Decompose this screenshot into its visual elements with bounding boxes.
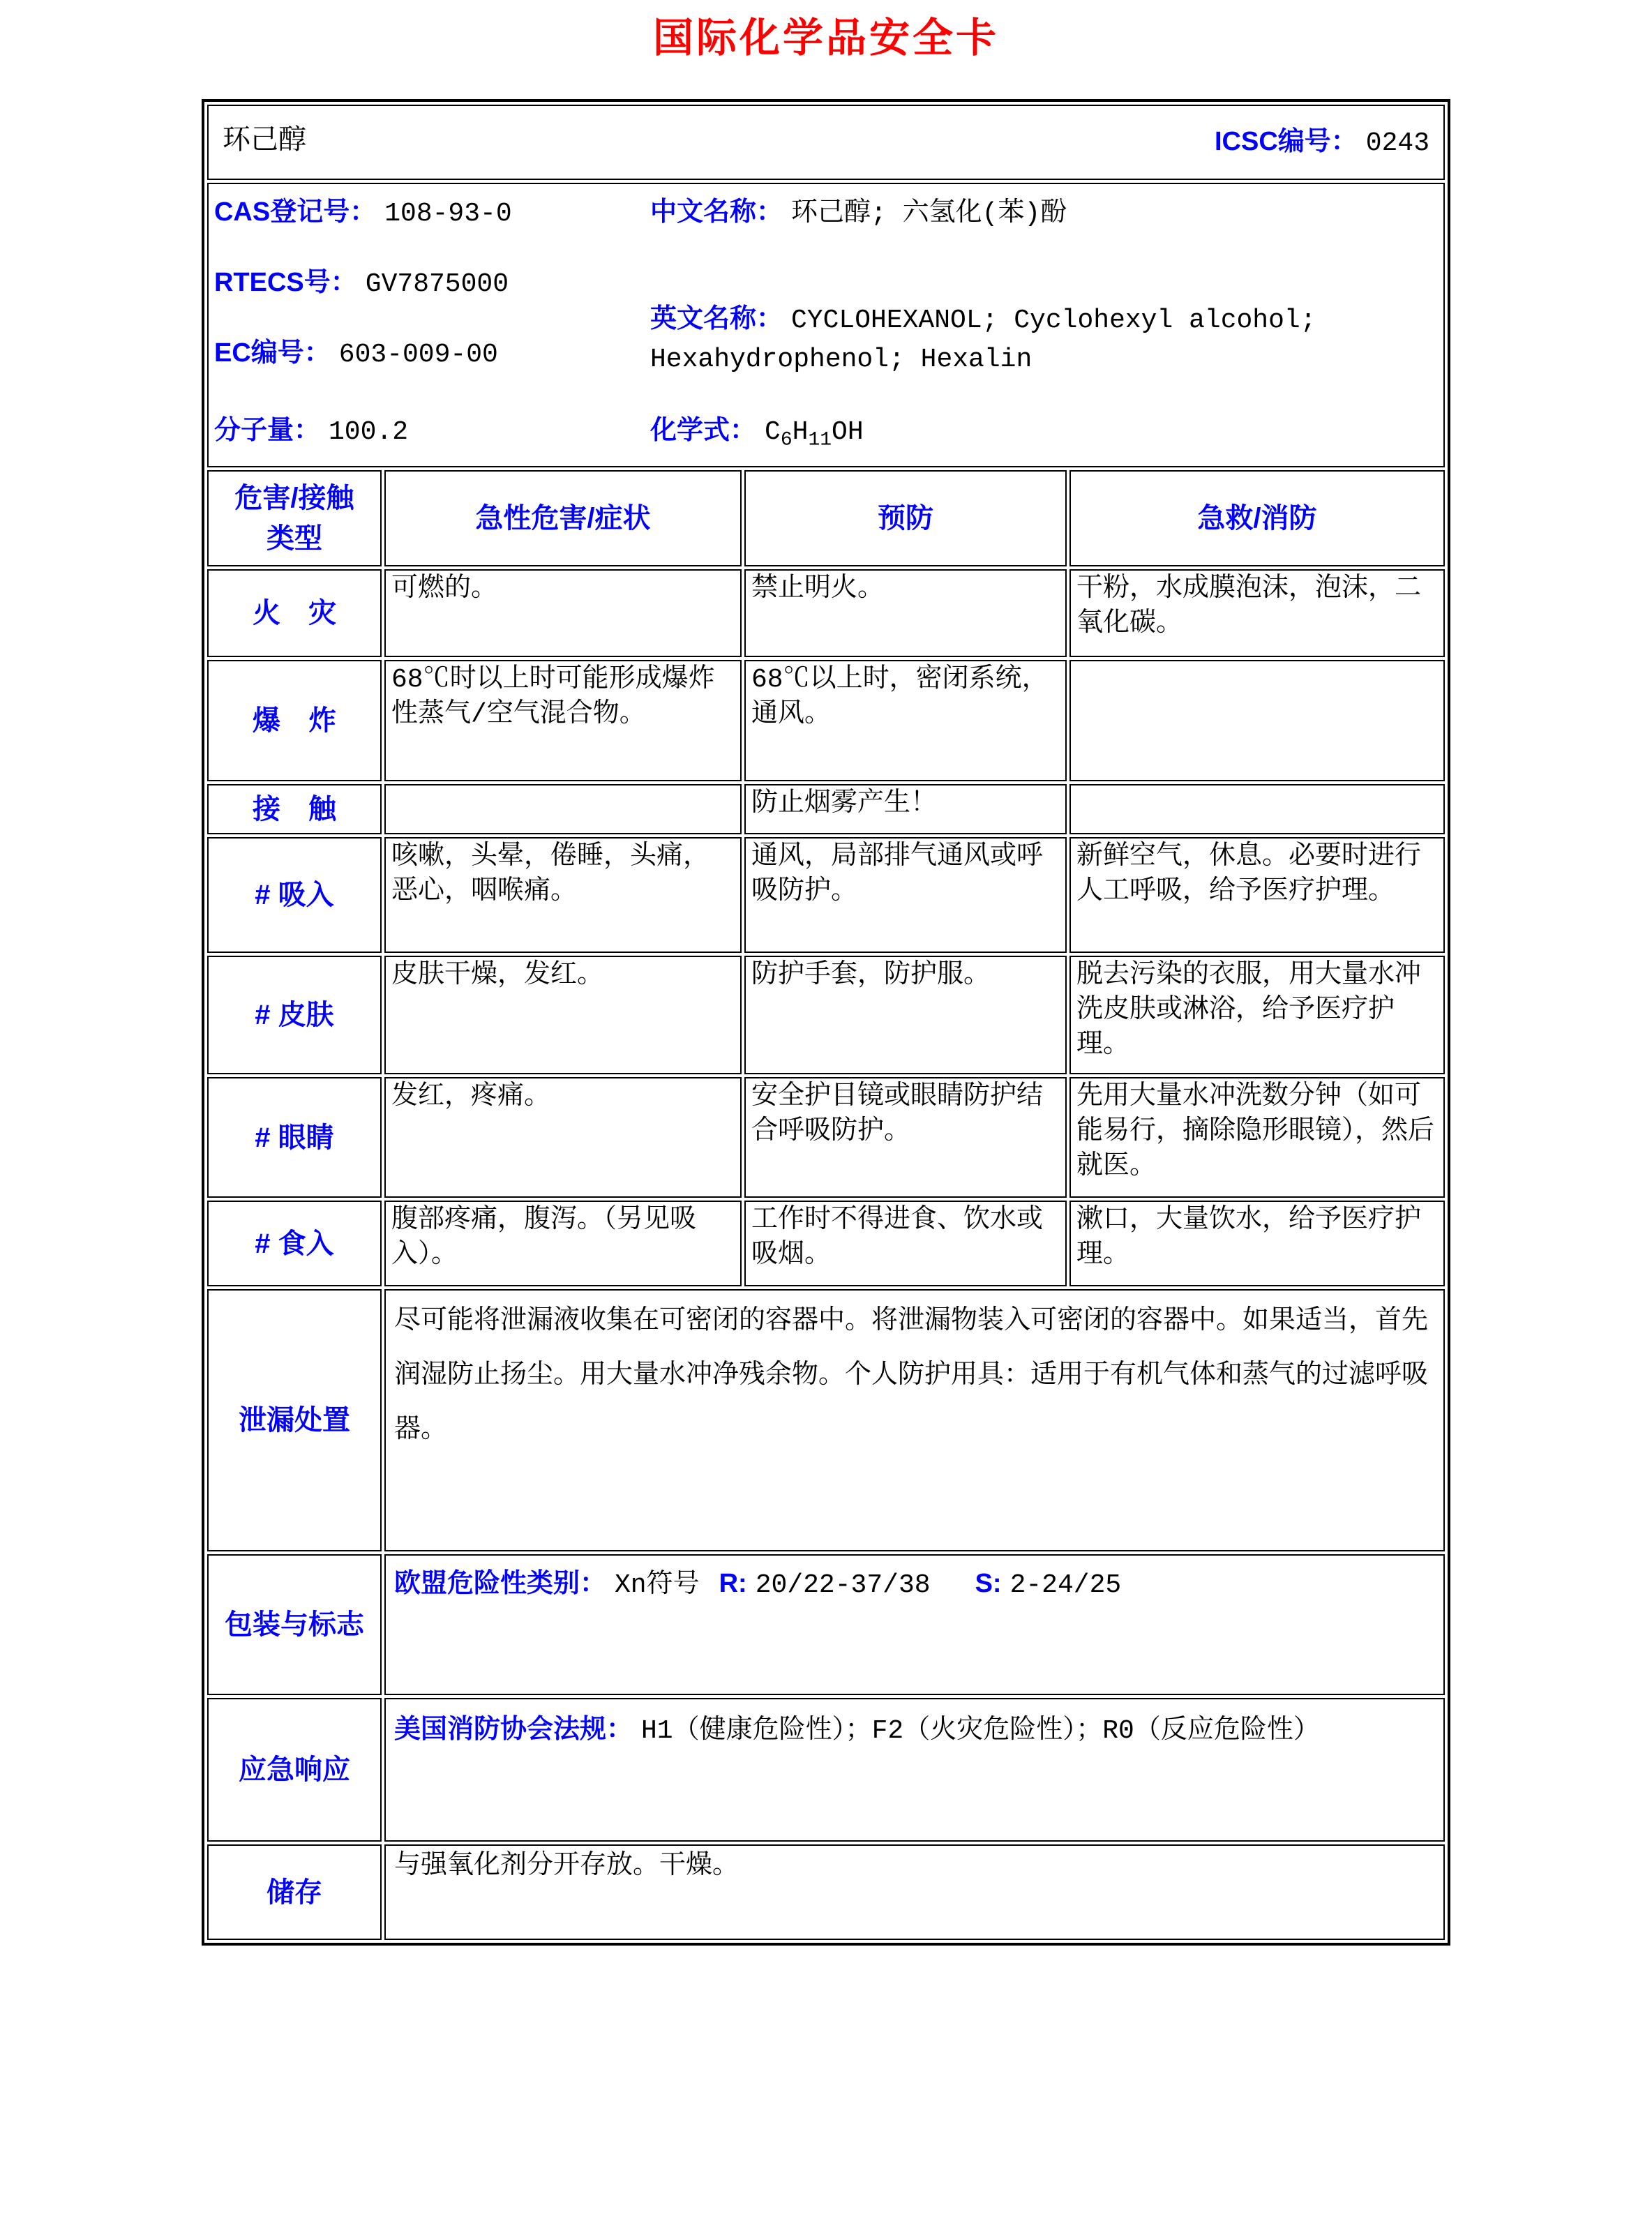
formula-label: 化学式： <box>649 416 756 445</box>
eu-hazard-class-label: 欧盟危险性类别： <box>393 1569 606 1598</box>
hazard-row-skin <box>207 956 1445 1074</box>
symptom-cell: 腹部疼痛，腹泻。（另见吸入）。 <box>384 1201 742 1286</box>
row-label-fire: 火 灾 <box>207 569 382 657</box>
rtecs-label: RTECS号： <box>213 268 357 297</box>
row-label-contact: 接 触 <box>207 784 382 834</box>
symptom-cell: 咳嗽，头晕，倦睡，头痛，恶心，咽喉痛。 <box>384 837 742 953</box>
firstaid-cell: 新鲜空气，休息。必要时进行人工呼吸，给予医疗护理。 <box>1069 837 1445 953</box>
row-label-spill: 泄漏处置 <box>207 1289 382 1551</box>
storage-row <box>207 1844 1445 1940</box>
hazard-row-inhalation <box>207 837 1445 953</box>
name-row <box>207 105 1445 180</box>
firstaid-cell: 干粉，水成膜泡沫，泡沫，二氧化碳。 <box>1069 569 1445 657</box>
storage-text: 与强氧化剂分开存放。干燥。 <box>384 1844 1445 1940</box>
identifiers-right-column <box>650 186 1438 462</box>
row-label-ingestion: # 食入 <box>207 1201 382 1286</box>
prevention-cell: 防止烟雾产生！ <box>744 784 1067 834</box>
english-name-label: 英文名称： <box>649 304 783 333</box>
spill-disposal-text: 尽可能将泄漏液收集在可密闭的容器中。将泄漏物装入可密闭的容器中。如果适当，首先润湿防止扬尘。用大量水冲净残余物。个人防护用具：适用于有机气体和蒸气的过滤呼吸器。 <box>384 1289 1445 1551</box>
row-label-response: 应急响应 <box>207 1698 382 1842</box>
cas-label: CAS登记号： <box>213 197 377 227</box>
prevention-cell: 68℃以上时，密闭系统，通风。 <box>744 660 1067 781</box>
symptom-cell: 可燃的。 <box>384 569 742 657</box>
row-label-inhalation: # 吸入 <box>207 837 382 953</box>
firstaid-header: 急救/消防 <box>1069 470 1445 566</box>
nfpa-label: 美国消防协会法规： <box>393 1715 633 1744</box>
icsc-number-label: ICSC编号： <box>1214 126 1358 156</box>
hazard-row-eyes <box>207 1077 1445 1198</box>
row-label-explosion: 爆 炸 <box>207 660 382 781</box>
firstaid-cell <box>1069 784 1445 834</box>
molecular-weight-label: 分子量： <box>213 416 320 445</box>
ec-label: EC编号： <box>213 338 331 368</box>
packaging-labeling-row <box>207 1554 1445 1695</box>
row-label-packaging: 包装与标志 <box>207 1554 382 1695</box>
prevention-cell: 工作时不得进食、饮水或吸烟。 <box>744 1201 1067 1286</box>
symptom-cell: 皮肤干燥，发红。 <box>384 956 742 1074</box>
row-label-eyes: # 眼睛 <box>207 1077 382 1198</box>
emergency-response-row <box>207 1698 1445 1842</box>
identifiers-cell <box>207 183 1445 467</box>
chemical-name: 环己醇 <box>222 126 306 158</box>
chemical-formula: $C_6H_{11}OH$ <box>765 417 864 451</box>
emergency-response-text <box>384 1698 1445 1842</box>
rtecs-value: GV7875000 <box>365 269 509 299</box>
symptom-cell: 发红，疼痛。 <box>384 1077 742 1198</box>
hazard-type-header: 危害/接触 类型 <box>207 470 382 566</box>
xn-symbol-text: Xn符号 <box>615 1570 700 1600</box>
s-phrases-label: S: <box>975 1569 1002 1598</box>
ec-value: 603-009-00 <box>338 340 498 370</box>
icsc-number-value: 0243 <box>1365 128 1429 158</box>
symptom-cell: 68℃时以上时可能形成爆炸性蒸气/空气混合物。 <box>384 660 742 781</box>
prevention-header: 预防 <box>744 470 1067 566</box>
prevention-cell: 安全护目镜或眼睛防护结合呼吸防护。 <box>744 1077 1067 1198</box>
firstaid-cell <box>1069 660 1445 781</box>
cas-value: 108-93-0 <box>384 199 512 229</box>
icsc-card-table <box>202 99 1450 1946</box>
row-label-skin: # 皮肤 <box>207 956 382 1074</box>
hazard-row-contact <box>207 784 1445 834</box>
prevention-cell: 防护手套，防护服。 <box>744 956 1067 1074</box>
prevention-cell: 禁止明火。 <box>744 569 1067 657</box>
firstaid-cell: 脱去污染的衣服，用大量水冲洗皮肤或淋浴，给予医疗护理。 <box>1069 956 1445 1074</box>
symptom-cell <box>384 784 742 834</box>
hazard-row-ingestion <box>207 1201 1445 1286</box>
r-phrases-label: R: <box>719 1569 747 1598</box>
prevention-cell: 通风，局部排气通风或呼吸防护。 <box>744 837 1067 953</box>
page-title: 国际化学品安全卡 <box>652 15 999 61</box>
firstaid-cell: 漱口，大量饮水，给予医疗护理。 <box>1069 1201 1445 1286</box>
hazard-row-fire <box>207 569 1445 657</box>
firstaid-cell: 先用大量水冲洗数分钟（如可能易行，摘除隐形眼镜），然后就医。 <box>1069 1077 1445 1198</box>
hazard-table-header-row <box>207 470 1445 566</box>
symptoms-header: 急性危害/症状 <box>384 470 742 566</box>
chinese-name-value: 环己醇; 六氢化(苯)酚 <box>791 199 1067 229</box>
name-cell <box>207 105 1445 180</box>
hazard-row-explosion <box>207 660 1445 781</box>
nfpa-value: H1（健康危险性）；F2（火灾危险性）；R0（反应危险性） <box>641 1716 1320 1746</box>
molecular-weight-value: 100.2 <box>329 417 409 447</box>
spill-disposal-row <box>207 1289 1445 1551</box>
identifiers-row <box>207 183 1445 467</box>
identifiers-left-column <box>214 186 650 462</box>
packaging-labeling-text <box>384 1554 1445 1695</box>
chinese-name-label: 中文名称： <box>649 197 783 227</box>
r-phrases-value: 20/22-37/38 <box>755 1570 931 1600</box>
row-label-storage: 储存 <box>207 1844 382 1940</box>
english-name-value: CYCLOHEXANOL; Cyclohexyl alcohol; Hexahydrophenol; Hexalin <box>649 306 1316 375</box>
s-phrases-value: 2-24/25 <box>1009 1570 1122 1600</box>
